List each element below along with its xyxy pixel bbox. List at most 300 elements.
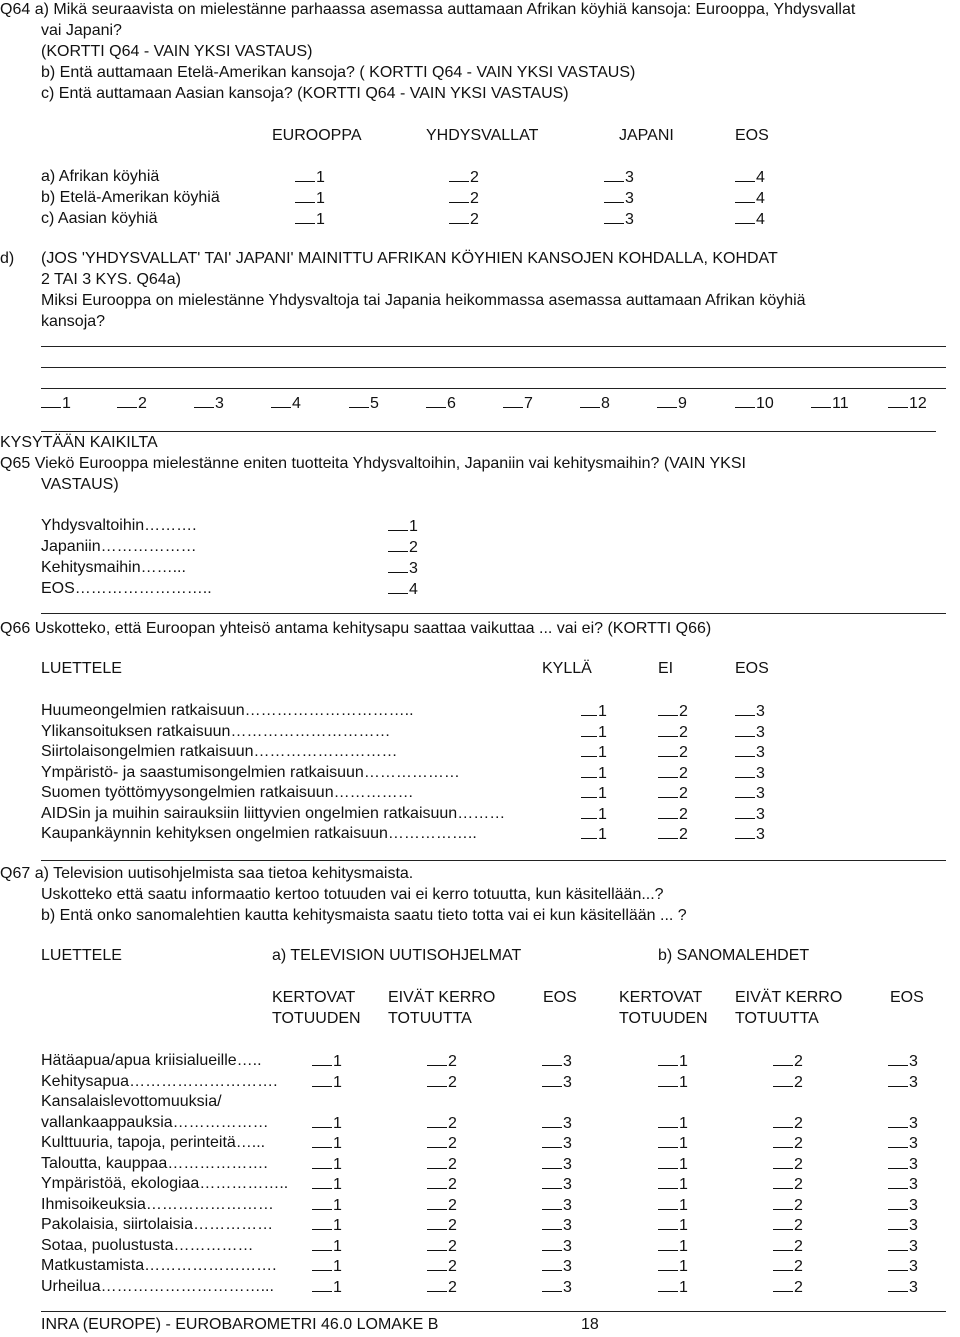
q67-a-totuuden: TOTUUDEN [272, 1010, 361, 1027]
q64-d-line-1: (JOS 'YHDYSVALLAT' TAI' JAPANI' MAINITTU AFRIKAN KÖYHIEN KANSOJEN KOHDALLA, KOHDAT [41, 250, 778, 267]
q64-row-code[interactable] [295, 167, 325, 188]
code-number: 1 [333, 1279, 342, 1296]
answer-blank[interactable] [581, 783, 597, 798]
answer-blank[interactable] [388, 579, 408, 594]
answer-blank[interactable] [312, 1154, 332, 1169]
code-number: 2 [679, 785, 688, 802]
q66-row-code[interactable] [581, 824, 607, 845]
q67-row-code[interactable] [542, 1236, 572, 1257]
code-number: 1 [679, 1217, 688, 1234]
q67-row-code[interactable] [888, 1195, 918, 1216]
q64-row-label: c) Aasian köyhiä [41, 210, 158, 227]
answer-blank[interactable] [773, 1195, 793, 1210]
q67-row-code[interactable] [888, 1051, 918, 1072]
q67-row-code[interactable] [773, 1113, 803, 1134]
q64-row-code[interactable] [735, 188, 765, 209]
q67-row-code[interactable] [658, 1051, 688, 1072]
code-number: 1 [679, 1053, 688, 1070]
q67-row-label: Kehitysapua………………………. [41, 1073, 278, 1090]
code-number: 1 [679, 1238, 688, 1255]
answer-blank[interactable] [888, 1236, 908, 1251]
answer-blank[interactable] [295, 167, 315, 182]
answer-blank[interactable] [388, 558, 408, 573]
answer-blank[interactable] [312, 1195, 332, 1210]
answer-blank[interactable] [773, 1277, 793, 1292]
answer-blank[interactable] [295, 209, 315, 224]
q67-row-code[interactable] [312, 1236, 342, 1257]
q67-line-2: Uskotteko että saatu informaatio kertoo totuuden vai ei kerro totuutta, kun käsitellään...? [41, 886, 664, 903]
q66-list-label: LUETTELE [41, 660, 122, 677]
q66-row-code[interactable] [735, 783, 765, 804]
q67-row-code[interactable] [888, 1174, 918, 1195]
q64-code-2[interactable] [117, 393, 147, 414]
q67-row-code[interactable] [888, 1113, 918, 1134]
answer-blank[interactable] [542, 1256, 562, 1271]
q67-row-code[interactable] [427, 1154, 457, 1175]
code-number: 2 [679, 703, 688, 720]
q65-option-code[interactable] [388, 579, 418, 600]
code-number: 2 [448, 1238, 457, 1255]
code-number: 3 [563, 1176, 572, 1193]
answer-blank[interactable] [735, 763, 755, 778]
q65-option-code[interactable] [388, 537, 418, 558]
answer-blank[interactable] [658, 804, 678, 819]
q67-row-code[interactable] [542, 1113, 572, 1134]
q67-row-code[interactable] [312, 1195, 342, 1216]
answer-blank[interactable] [349, 393, 369, 408]
answer-blank[interactable] [449, 188, 469, 203]
q64-row-code[interactable] [295, 188, 325, 209]
answer-blank[interactable] [773, 1051, 793, 1066]
q66-row-code[interactable] [658, 763, 688, 784]
q67-row-code[interactable] [312, 1072, 342, 1093]
q64-line-5: c) Entä auttamaan Aasian kansoja? (KORTTI Q64 - VAIN YKSI VASTAUS) [41, 85, 569, 102]
q66-row-code[interactable] [658, 804, 688, 825]
code-number: 3 [909, 1197, 918, 1214]
answer-blank[interactable] [581, 824, 597, 839]
answer-blank[interactable] [658, 1256, 678, 1271]
answer-blank[interactable] [427, 1133, 447, 1148]
answer-blank[interactable] [735, 393, 755, 408]
q67-row-code[interactable] [542, 1256, 572, 1277]
q67-row-code[interactable] [888, 1277, 918, 1298]
q64-code-5[interactable] [349, 393, 379, 414]
answer-blank[interactable] [271, 393, 291, 408]
code-number: 3 [909, 1176, 918, 1193]
answer-blank[interactable] [811, 393, 831, 408]
answer-line-2[interactable] [41, 367, 946, 368]
answer-blank[interactable] [735, 824, 755, 839]
answer-blank[interactable] [427, 1215, 447, 1230]
answer-blank[interactable] [581, 701, 597, 716]
q67-row-code[interactable] [542, 1195, 572, 1216]
answer-blank[interactable] [427, 1174, 447, 1189]
answer-blank[interactable] [888, 1133, 908, 1148]
q64-row-code[interactable] [449, 209, 479, 230]
answer-blank[interactable] [604, 188, 624, 203]
answer-blank[interactable] [658, 1195, 678, 1210]
code-number: 2 [679, 724, 688, 741]
code-number: 1 [598, 744, 607, 761]
q67-row-code[interactable] [312, 1174, 342, 1195]
q67-row-code[interactable] [427, 1113, 457, 1134]
q66-row-code[interactable] [658, 722, 688, 743]
q67-row-code[interactable] [427, 1236, 457, 1257]
divider-q64 [41, 431, 936, 432]
q67-row-code[interactable] [658, 1133, 688, 1154]
q66-row-code[interactable] [735, 824, 765, 845]
answer-blank[interactable] [773, 1072, 793, 1087]
q64-code-7[interactable] [503, 393, 533, 414]
q66-row-code[interactable] [581, 742, 607, 763]
answer-blank[interactable] [312, 1236, 332, 1251]
answer-blank[interactable] [542, 1195, 562, 1210]
answer-blank[interactable] [427, 1256, 447, 1271]
answer-blank[interactable] [658, 1051, 678, 1066]
q66-row-code[interactable] [735, 701, 765, 722]
q67-row-label: Urheilua…………………………... [41, 1278, 274, 1295]
q67-row-code[interactable] [542, 1051, 572, 1072]
answer-blank[interactable] [658, 701, 678, 716]
q67-row-code[interactable] [773, 1133, 803, 1154]
code-number: 3 [563, 1053, 572, 1070]
q67-row-code[interactable] [773, 1195, 803, 1216]
q64-header-yhdysvallat: YHDYSVALLAT [426, 127, 539, 144]
q64-code-4[interactable] [271, 393, 301, 414]
code-number: 3 [909, 1074, 918, 1091]
q66-row-label: Huumeongelmien ratkaisuun………………………….. [41, 702, 414, 719]
answer-blank[interactable] [581, 722, 597, 737]
q66-row-label: Kaupankäynnin kehityksen ongelmien ratkaisuun…………….. [41, 825, 477, 842]
answer-blank[interactable] [295, 188, 315, 203]
q67-row-code[interactable] [773, 1215, 803, 1236]
q64-row-code[interactable] [604, 209, 634, 230]
answer-line-1[interactable] [41, 346, 946, 347]
q67-row-code[interactable] [658, 1195, 688, 1216]
answer-blank[interactable] [658, 1236, 678, 1251]
code-number: 1 [598, 785, 607, 802]
answer-blank[interactable] [427, 1113, 447, 1128]
answer-blank[interactable] [773, 1256, 793, 1271]
q64-row-code[interactable] [735, 167, 765, 188]
answer-blank[interactable] [658, 783, 678, 798]
code-number: 1 [679, 1176, 688, 1193]
answer-blank[interactable] [312, 1215, 332, 1230]
q67-row-code[interactable] [312, 1154, 342, 1175]
answer-blank[interactable] [427, 1154, 447, 1169]
code-number: 3 [909, 1258, 918, 1275]
answer-blank[interactable] [658, 742, 678, 757]
answer-blank[interactable] [735, 722, 755, 737]
answer-blank[interactable] [427, 1236, 447, 1251]
code-number: 2 [448, 1053, 457, 1070]
answer-blank[interactable] [503, 393, 523, 408]
divider-footer [41, 1311, 946, 1312]
answer-blank[interactable] [658, 824, 678, 839]
q67-row-code[interactable] [542, 1072, 572, 1093]
answer-blank[interactable] [580, 393, 600, 408]
q64-code-3[interactable] [194, 393, 224, 414]
q66-row-code[interactable] [658, 701, 688, 722]
q66-question: Q66 Uskotteko, että Euroopan yhteisö antama kehitysapu saattaa vaikuttaa ... vai ei? (KORTTI Q66) [0, 620, 712, 637]
q64-header-eurooppa: EUROOPPA [272, 127, 362, 144]
answer-blank[interactable] [542, 1215, 562, 1230]
q67-row-code[interactable] [658, 1277, 688, 1298]
q67-row-code[interactable] [658, 1236, 688, 1257]
code-number: 2 [679, 765, 688, 782]
answer-blank[interactable] [658, 1113, 678, 1128]
q66-row-code[interactable] [581, 804, 607, 825]
q64-row-code[interactable] [604, 167, 634, 188]
q67-row-code[interactable] [888, 1236, 918, 1257]
answer-blank[interactable] [427, 1195, 447, 1210]
answer-blank[interactable] [312, 1072, 332, 1087]
q67-row-code[interactable] [542, 1154, 572, 1175]
q64-row-code[interactable] [295, 209, 325, 230]
answer-blank[interactable] [658, 763, 678, 778]
answer-blank[interactable] [449, 167, 469, 182]
answer-blank[interactable] [312, 1113, 332, 1128]
q67-row-code[interactable] [427, 1072, 457, 1093]
q67-row-code[interactable] [427, 1051, 457, 1072]
code-number: 3 [756, 785, 765, 802]
q66-row-code[interactable] [735, 763, 765, 784]
answer-blank[interactable] [426, 393, 446, 408]
q65-option-code[interactable] [388, 516, 418, 537]
code-number: 3 [215, 395, 224, 412]
answer-blank[interactable] [312, 1051, 332, 1066]
code-number: 3 [756, 806, 765, 823]
q66-row-code[interactable] [581, 763, 607, 784]
answer-blank[interactable] [312, 1133, 332, 1148]
q67-row-code[interactable] [888, 1256, 918, 1277]
answer-blank[interactable] [888, 1113, 908, 1128]
answer-blank[interactable] [658, 1133, 678, 1148]
answer-blank[interactable] [542, 1174, 562, 1189]
answer-blank[interactable] [888, 393, 908, 408]
q64-code-9[interactable] [657, 393, 687, 414]
q66-row-code[interactable] [735, 804, 765, 825]
q66-row-code[interactable] [735, 722, 765, 743]
code-number: 3 [756, 744, 765, 761]
answer-blank[interactable] [542, 1236, 562, 1251]
answer-blank[interactable] [888, 1174, 908, 1189]
answer-blank[interactable] [888, 1215, 908, 1230]
answer-blank[interactable] [604, 209, 624, 224]
q64-row-code[interactable] [604, 188, 634, 209]
q64-code-1[interactable] [41, 393, 71, 414]
answer-blank[interactable] [888, 1154, 908, 1169]
q67-row-code[interactable] [658, 1256, 688, 1277]
code-number: 3 [909, 1238, 918, 1255]
q67-row-code[interactable] [773, 1072, 803, 1093]
answer-blank[interactable] [312, 1174, 332, 1189]
answer-blank[interactable] [312, 1277, 332, 1292]
answer-blank[interactable] [773, 1154, 793, 1169]
q66-row-label: Suomen työttömyysongelmien ratkaisuun…………… [41, 784, 414, 801]
q67-row-code[interactable] [658, 1215, 688, 1236]
answer-blank[interactable] [41, 393, 61, 408]
q67-row-code[interactable] [427, 1277, 457, 1298]
code-number: 1 [333, 1197, 342, 1214]
q67-row-code[interactable] [888, 1072, 918, 1093]
q67-row-code[interactable] [658, 1154, 688, 1175]
answer-blank[interactable] [773, 1113, 793, 1128]
q64-row-code[interactable] [449, 167, 479, 188]
answer-blank[interactable] [658, 1154, 678, 1169]
answer-blank[interactable] [542, 1072, 562, 1087]
q66-row-code[interactable] [658, 824, 688, 845]
code-number: 3 [756, 703, 765, 720]
q67-row-code[interactable] [773, 1174, 803, 1195]
answer-blank[interactable] [194, 393, 214, 408]
q64-code-12[interactable] [888, 393, 927, 414]
q67-row-label: Sotaa, puolustusta…………… [41, 1237, 254, 1254]
q66-row-code[interactable] [658, 742, 688, 763]
answer-blank[interactable] [735, 804, 755, 819]
q65-option-code[interactable] [388, 558, 418, 579]
code-number: 4 [756, 169, 765, 186]
q67-row-code[interactable] [427, 1256, 457, 1277]
q64-d-line-2: 2 TAI 3 KYS. Q64a) [41, 271, 181, 288]
answer-blank[interactable] [604, 167, 624, 182]
answer-blank[interactable] [427, 1277, 447, 1292]
answer-blank[interactable] [657, 393, 677, 408]
q67-row-code[interactable] [312, 1277, 342, 1298]
code-number: 2 [794, 1238, 803, 1255]
q66-row-code[interactable] [581, 701, 607, 722]
code-number: 1 [316, 211, 325, 228]
q67-row-code[interactable] [427, 1174, 457, 1195]
q64-code-10[interactable] [735, 393, 774, 414]
answer-blank[interactable] [542, 1113, 562, 1128]
answer-blank[interactable] [388, 537, 408, 552]
answer-blank[interactable] [773, 1174, 793, 1189]
q67-row-code[interactable] [312, 1051, 342, 1072]
q66-row-code[interactable] [581, 722, 607, 743]
q67-row-code[interactable] [773, 1154, 803, 1175]
answer-blank[interactable] [735, 188, 755, 203]
q67-row-label: Matkustamista……………………. [41, 1257, 277, 1274]
code-number: 3 [909, 1115, 918, 1132]
q67-row-code[interactable] [312, 1133, 342, 1154]
q67-row-label: vallankaappauksia……………… [41, 1114, 269, 1131]
answer-blank[interactable] [658, 1072, 678, 1087]
q67-row-code[interactable] [773, 1051, 803, 1072]
q67-row-code[interactable] [773, 1236, 803, 1257]
q67-row-code[interactable] [312, 1113, 342, 1134]
answer-blank[interactable] [581, 763, 597, 778]
q67-a-eivat: EIVÄT KERRO [388, 989, 496, 1006]
answer-blank[interactable] [542, 1277, 562, 1292]
q67-row-code[interactable] [658, 1072, 688, 1093]
code-number: 4 [756, 211, 765, 228]
q67-row-code[interactable] [658, 1174, 688, 1195]
code-number: 1 [333, 1156, 342, 1173]
answer-blank[interactable] [735, 783, 755, 798]
answer-blank[interactable] [427, 1051, 447, 1066]
q67-row-code[interactable] [312, 1256, 342, 1277]
answer-blank[interactable] [312, 1256, 332, 1271]
q67-row-code[interactable] [773, 1256, 803, 1277]
q67-row-code[interactable] [427, 1215, 457, 1236]
answer-blank[interactable] [658, 1174, 678, 1189]
q64-row-code[interactable] [449, 188, 479, 209]
answer-blank[interactable] [117, 393, 137, 408]
answer-blank[interactable] [773, 1133, 793, 1148]
q64-code-11[interactable] [811, 393, 849, 414]
answer-blank[interactable] [581, 804, 597, 819]
q67-row-code[interactable] [888, 1215, 918, 1236]
answer-blank[interactable] [888, 1256, 908, 1271]
answer-line-3[interactable] [41, 388, 946, 389]
answer-blank[interactable] [773, 1236, 793, 1251]
q67-row-code[interactable] [542, 1215, 572, 1236]
q67-row-code[interactable] [427, 1133, 457, 1154]
q67-row-code[interactable] [542, 1277, 572, 1298]
answer-blank[interactable] [449, 209, 469, 224]
answer-blank[interactable] [888, 1051, 908, 1066]
q67-line-1: Q67 a) Television uutisohjelmista saa tietoa kehitysmaista. [0, 865, 414, 882]
q67-row-code[interactable] [888, 1133, 918, 1154]
answer-blank[interactable] [658, 1277, 678, 1292]
answer-blank[interactable] [542, 1051, 562, 1066]
answer-blank[interactable] [735, 701, 755, 716]
q66-row-label: Siirtolaisongelmien ratkaisuun……………………… [41, 743, 398, 760]
answer-blank[interactable] [888, 1277, 908, 1292]
q67-list-label: LUETTELE [41, 947, 122, 964]
code-number: 11 [832, 395, 849, 412]
answer-blank[interactable] [542, 1133, 562, 1148]
q67-row-code[interactable] [312, 1215, 342, 1236]
code-number: 1 [679, 1156, 688, 1173]
q67-row-code[interactable] [658, 1113, 688, 1134]
code-number: 5 [370, 395, 379, 412]
code-number: 3 [563, 1197, 572, 1214]
q67-a-eos: EOS [543, 989, 577, 1006]
answer-blank[interactable] [735, 209, 755, 224]
q67-row-code[interactable] [542, 1174, 572, 1195]
q67-row-code[interactable] [542, 1133, 572, 1154]
q67-row-code[interactable] [773, 1277, 803, 1298]
q64-code-6[interactable] [426, 393, 456, 414]
answer-blank[interactable] [735, 167, 755, 182]
answer-blank[interactable] [542, 1154, 562, 1169]
q67-b-totuuden: TOTUUDEN [619, 1010, 708, 1027]
code-number: 3 [625, 211, 634, 228]
q66-row-code[interactable] [581, 783, 607, 804]
answer-blank[interactable] [658, 722, 678, 737]
q64-code-8[interactable] [580, 393, 610, 414]
answer-blank[interactable] [888, 1195, 908, 1210]
q64-row-code[interactable] [735, 209, 765, 230]
q66-row-code[interactable] [735, 742, 765, 763]
q65-line-2: VASTAUS) [41, 476, 119, 493]
answer-blank[interactable] [735, 742, 755, 757]
q66-row-code[interactable] [658, 783, 688, 804]
answer-blank[interactable] [388, 516, 408, 531]
answer-blank[interactable] [581, 742, 597, 757]
q65-intro: KYSYTÄÄN KAIKILTA [0, 434, 158, 451]
answer-blank[interactable] [658, 1215, 678, 1230]
answer-blank[interactable] [888, 1072, 908, 1087]
q67-row-code[interactable] [888, 1154, 918, 1175]
q67-row-code[interactable] [427, 1195, 457, 1216]
q67-a-totuutta: TOTUUTTA [388, 1010, 472, 1027]
answer-blank[interactable] [427, 1072, 447, 1087]
q66-header-eos: EOS [735, 660, 769, 677]
answer-blank[interactable] [773, 1215, 793, 1230]
